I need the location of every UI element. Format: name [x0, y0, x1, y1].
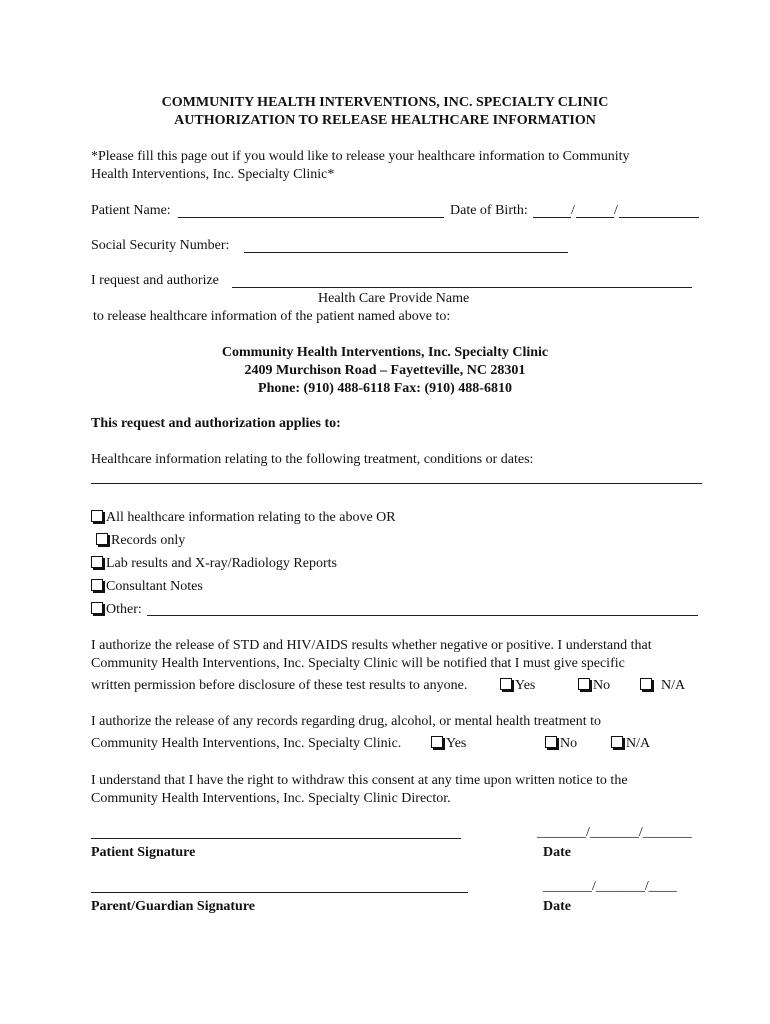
- std-yes-option[interactable]: [500, 677, 535, 695]
- drug-yes-label: Yes: [446, 736, 467, 751]
- withdraw-line-1: I understand that I have the right to withdraw this consent at any time upon written notice to the: [91, 773, 628, 788]
- recipient-name: Community Health Interventions, Inc. Specialty Clinic: [221, 345, 549, 360]
- std-line-2: Community Health Interventions, Inc. Specialty Clinic will be notified that I must give specific: [91, 656, 625, 671]
- request-label: I request and authorize: [91, 273, 219, 288]
- release-to-text: to release healthcare information of the patient named above to:: [93, 309, 451, 324]
- std-yes-label: Yes: [515, 678, 536, 693]
- checkbox-icon[interactable]: [431, 736, 443, 748]
- std-no-option[interactable]: [578, 677, 610, 695]
- intro-line-1: *Please fill this page out if you would like to release your healthcare information to Community: [91, 149, 630, 164]
- option-consultant[interactable]: [91, 578, 203, 596]
- form-title: COMMUNITY HEALTH INTERVENTIONS, INC. SPECIALTY CLINIC: [161, 95, 609, 110]
- applies-heading: This request and authorization applies to:: [91, 416, 341, 431]
- treatment-field[interactable]: [91, 483, 702, 484]
- patient-name-field[interactable]: [178, 217, 444, 218]
- drug-yes-option[interactable]: [431, 735, 466, 753]
- drug-na-label: N/A: [626, 736, 651, 751]
- form-subtitle: AUTHORIZATION TO RELEASE HEALTHCARE INFORMATION: [174, 113, 596, 128]
- option-lab-label: Lab results and X-ray/Radiology Reports: [106, 556, 337, 571]
- ssn-label: Social Security Number:: [91, 238, 230, 253]
- option-all[interactable]: [91, 509, 396, 527]
- patient-date-field[interactable]: _______/_______/_______: [537, 825, 692, 840]
- drug-no-option[interactable]: [545, 735, 577, 753]
- drug-line-1: I authorize the release of any records regarding drug, alcohol, or mental health treatment to: [91, 714, 602, 729]
- patient-signature-label: Patient Signature: [91, 845, 196, 860]
- option-other[interactable]: [91, 601, 142, 619]
- dob-month-field[interactable]: [533, 217, 571, 218]
- std-line-3: written permission before disclosure of these test results to anyone.: [91, 678, 468, 693]
- checkbox-icon[interactable]: [91, 579, 103, 591]
- checkbox-icon[interactable]: [640, 678, 652, 690]
- guardian-signature-label: Parent/Guardian Signature: [91, 899, 256, 914]
- recipient-address: 2409 Murchison Road – Fayetteville, NC 28301: [244, 363, 526, 378]
- ssn-field[interactable]: [244, 252, 568, 253]
- drug-line-2: Community Health Interventions, Inc. Specialty Clinic.: [91, 736, 402, 751]
- checkbox-icon[interactable]: [500, 678, 512, 690]
- option-other-label: Other:: [106, 602, 142, 617]
- patient-signature-field[interactable]: [91, 838, 461, 839]
- option-lab[interactable]: [91, 555, 337, 573]
- dob-separator-1: /: [571, 203, 575, 218]
- guardian-signature-field[interactable]: [91, 892, 468, 893]
- std-na-label: N/A: [661, 678, 686, 693]
- guardian-date-field[interactable]: _______/_______/____: [543, 879, 677, 894]
- checkbox-icon[interactable]: [96, 533, 108, 545]
- std-na-option[interactable]: [640, 677, 685, 695]
- guardian-date-label: Date: [543, 899, 571, 914]
- checkbox-icon[interactable]: [91, 602, 103, 614]
- option-consultant-label: Consultant Notes: [106, 579, 203, 594]
- dob-day-field[interactable]: [576, 217, 614, 218]
- option-all-label: All healthcare information relating to the above OR: [106, 510, 396, 525]
- patient-date-label: Date: [543, 845, 571, 860]
- patient-name-label: Patient Name:: [91, 203, 171, 218]
- dob-year-field[interactable]: [619, 217, 699, 218]
- provider-caption: Health Care Provide Name: [318, 291, 470, 306]
- checkbox-icon[interactable]: [611, 736, 623, 748]
- drug-no-label: No: [560, 736, 578, 751]
- dob-label: Date of Birth:: [450, 203, 528, 218]
- other-field[interactable]: [147, 615, 698, 616]
- drug-na-option[interactable]: [611, 735, 650, 753]
- option-records-label: Records only: [111, 533, 186, 548]
- provider-name-field[interactable]: [232, 287, 692, 288]
- checkbox-icon[interactable]: [91, 510, 103, 522]
- dob-separator-2: /: [614, 203, 618, 218]
- std-no-label: No: [593, 678, 611, 693]
- withdraw-line-2: Community Health Interventions, Inc. Specialty Clinic Director.: [91, 791, 451, 806]
- treatment-label: Healthcare information relating to the following treatment, conditions or dates:: [91, 452, 534, 467]
- std-line-1: I authorize the release of STD and HIV/AIDS results whether negative or positive. I understand that: [91, 638, 652, 653]
- recipient-phone: Phone: (910) 488-6118 Fax: (910) 488-6810: [258, 381, 512, 396]
- checkbox-icon[interactable]: [91, 556, 103, 568]
- checkbox-icon[interactable]: [545, 736, 557, 748]
- option-records[interactable]: [96, 532, 185, 550]
- checkbox-icon[interactable]: [578, 678, 590, 690]
- intro-line-2: Health Interventions, Inc. Specialty Clinic*: [91, 167, 335, 182]
